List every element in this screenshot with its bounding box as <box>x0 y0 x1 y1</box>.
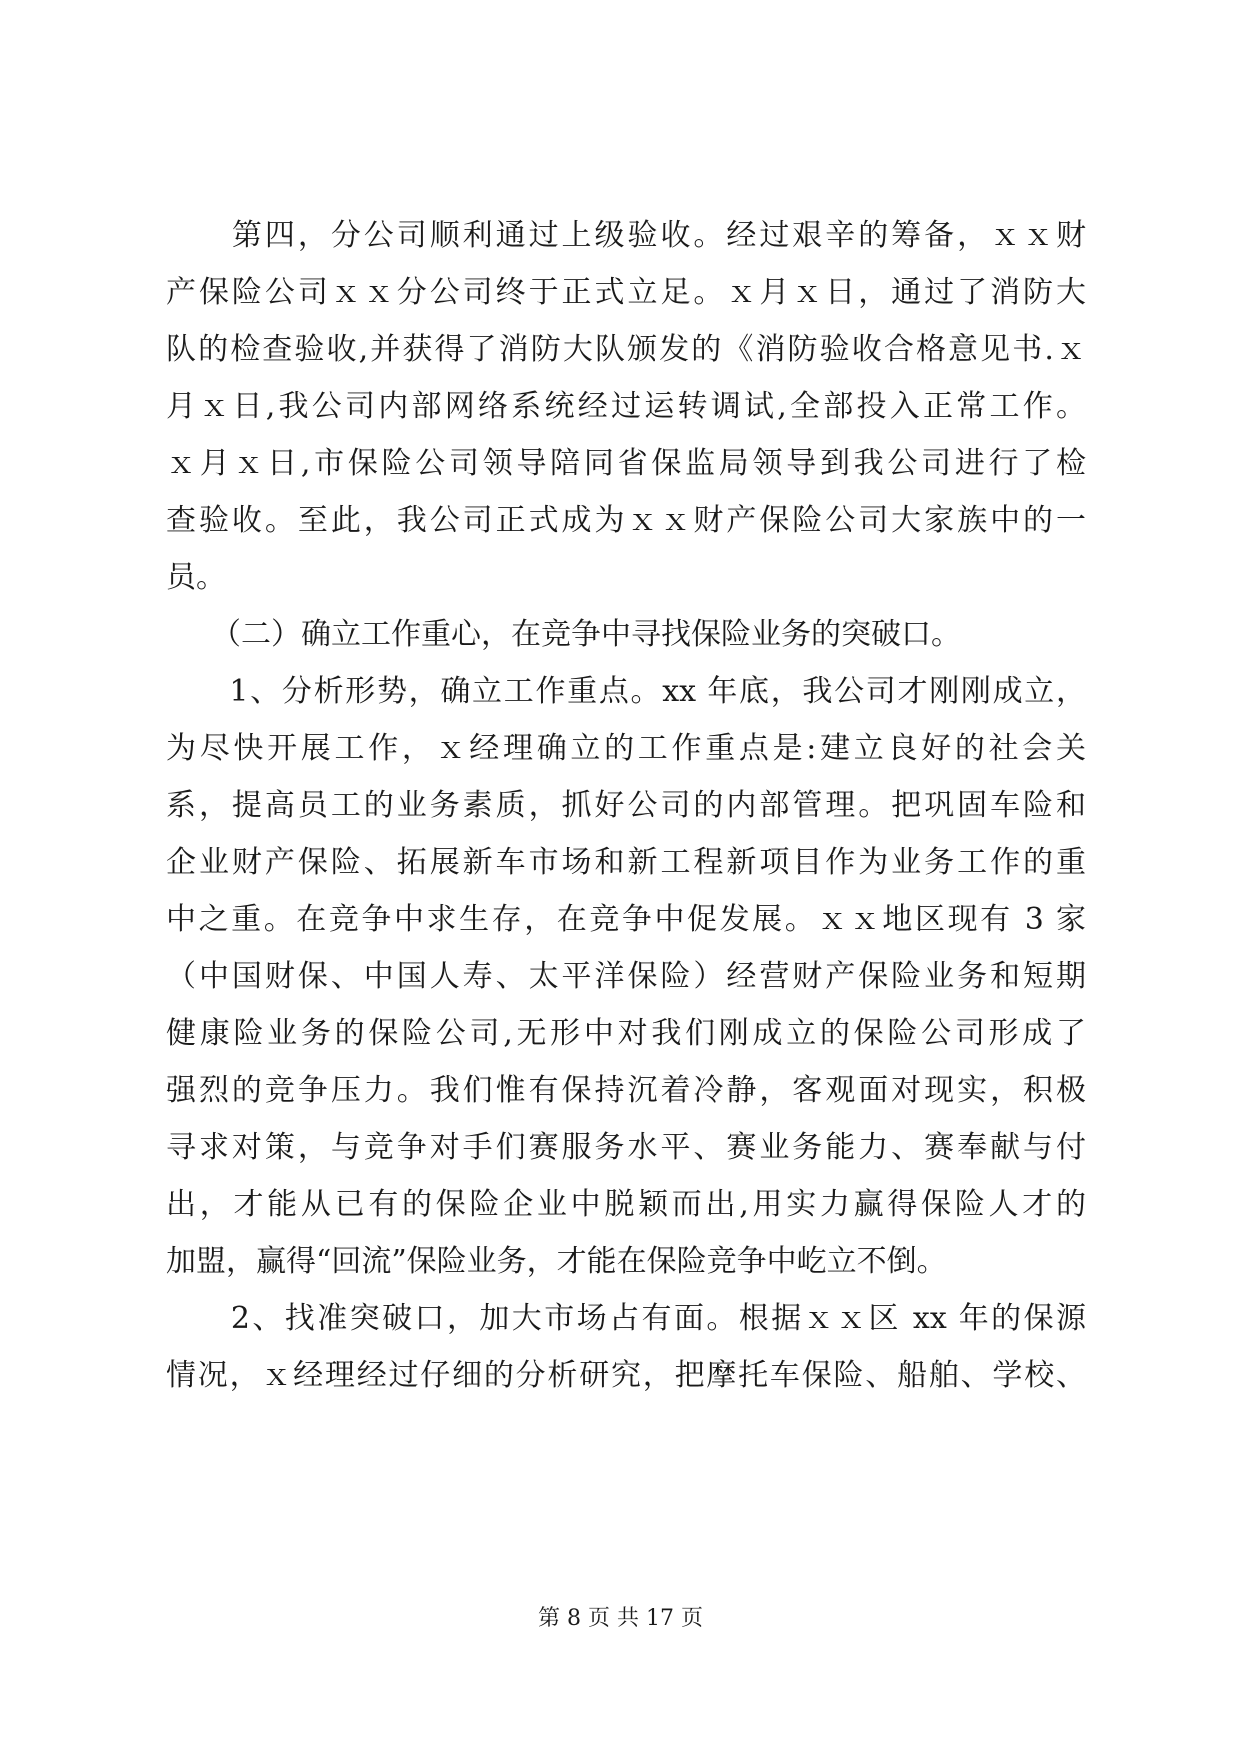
body-text-line: 产保险公司ｘｘ分公司终于正式立足。ｘ月ｘ日，通过了消防大 <box>166 275 1086 310</box>
body-text-line: ｘ月ｘ日,市保险公司领导陪同省保监局领导到我公司进行了检 <box>166 446 1086 481</box>
body-text-line: 加盟，赢得“回流”保险业务，才能在保险竞争中屹立不倒。 <box>166 1244 947 1279</box>
body-text-line: 系，提高员工的业务素质，抓好公司的内部管理。把巩固车险和 <box>166 788 1086 823</box>
body-text-line: 为尽快开展工作，ｘ经理确立的工作重点是:建立良好的社会关 <box>166 731 1086 766</box>
body-text-line: 情况，ｘ经理经过仔细的分析研究，把摩托车保险、船舶、学校、 <box>166 1358 1086 1393</box>
body-text-line: 第四，分公司顺利通过上级验收。经过艰辛的筹备，ｘｘ财 <box>166 218 1086 253</box>
body-text-line: 出，才能从已有的保险企业中脱颖而出,用实力赢得保险人才的 <box>166 1187 1086 1222</box>
page-footer: 第 8 页 共 17 页 <box>538 1606 703 1631</box>
body-text-line: 健康险业务的保险公司,无形中对我们刚成立的保险公司形成了 <box>166 1016 1086 1051</box>
body-text-line: 企业财产保险、拓展新车市场和新工程新项目作为业务工作的重 <box>166 845 1086 880</box>
body-text-line: 寻求对策，与竞争对手们赛服务水平、赛业务能力、赛奉献与付 <box>166 1130 1086 1165</box>
body-text-line: （中国财保、中国人寿、太平洋保险）经营财产保险业务和短期 <box>166 959 1086 994</box>
body-text-line: 中之重。在竞争中求生存，在竞争中促发展。ｘｘ地区现有 3 家 <box>166 902 1086 937</box>
body-text-line: 1、分析形势，确立工作重点。xx 年底，我公司才刚刚成立， <box>166 674 1086 709</box>
body-text-line: 强烈的竞争压力。我们惟有保持沉着冷静，客观面对现实，积极 <box>166 1073 1086 1108</box>
body-text-line: 查验收。至此，我公司正式成为ｘｘ财产保险公司大家族中的一 <box>166 503 1086 538</box>
body-text-line: 月ｘ日,我公司内部网络系统经过运转调试,全部投入正常工作。 <box>166 389 1086 424</box>
body-text-line: 2、找准突破口，加大市场占有面。根据ｘｘ区 xx 年的保源 <box>166 1301 1086 1336</box>
body-text-line: 员。 <box>166 560 226 595</box>
section-heading: （二）确立工作重心，在竞争中寻找保险业务的突破口。 <box>166 617 961 652</box>
body-text-line: 队的检查验收,并获得了消防大队颁发的《消防验收合格意见书.ｘ <box>166 332 1086 367</box>
